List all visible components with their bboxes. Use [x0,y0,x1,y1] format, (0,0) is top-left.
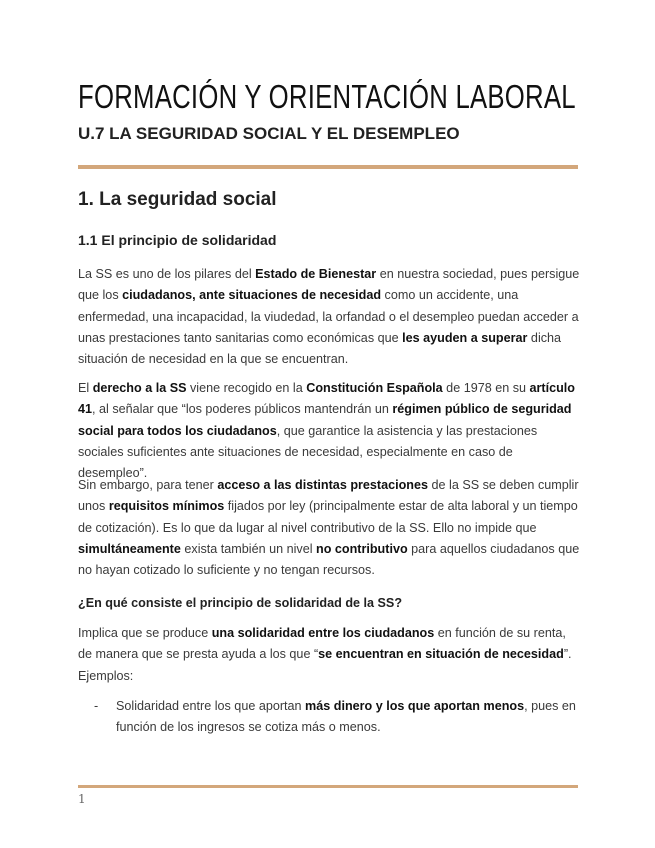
emphasis-text: simultáneamente [78,541,181,556]
emphasis-text: una solidaridad entre los ciudadanos [211,626,435,640]
text-run: ”. Ejemplos: [78,647,572,683]
text-run: en nuestra sociedad, pues persigue que los [78,267,580,303]
emphasis-text: les ayuden a superar [402,330,528,345]
text-run: Solidaridad entre los que aportan [116,699,306,713]
emphasis-text: Estado de Bienestar [255,267,377,281]
text-run: viene recogido en la [186,381,307,395]
emphasis-text: ciudadanos, ante situaciones de necesidad [122,288,382,303]
emphasis-text: artículo 41 [78,381,576,417]
emphasis-text: derecho a la SS [92,381,187,395]
paragraph [78,264,580,370]
text-run: exista también un nivel [180,541,316,556]
text-run: La SS es uno de los pilares del [78,267,256,281]
header-divider [78,165,578,169]
text-run: para aquellos ciudadanos que no hayan cotizado lo suficiente y no tengan recursos. [78,541,580,578]
emphasis-text: régimen público de seguridad social para todos los ciudadanos [78,402,572,438]
paragraph [78,378,580,484]
page-number: 1 [78,792,86,806]
emphasis-text: más dinero y los que aportan menos [305,699,525,713]
text-run: Sin embargo, para tener [78,478,218,492]
emphasis-text: Constitución Española [306,381,443,395]
text-run: Implica que se produce [78,626,212,640]
emphasis-text: se encuentran en situación de necesidad [318,647,564,662]
text-run: El [78,381,93,395]
text-run: , que garantice la asistencia y las prestaciones sociales suficientes ante situaciones de necesidad, especialmente en caso de desempleo”. [78,423,538,481]
text-run: como un accidente, una enfermedad, una incapacidad, la viudedad, la orfandad o el desempleo puedan acceder a unas prestaciones tanto sanitarias como económicas que [78,288,579,345]
text-run: , pues en función de los ingresos se cotiza más o menos. [116,699,576,735]
subsection-heading: 1.1 El principio de solidaridad [78,232,277,248]
text-run: de la SS se deben cumplir unos [78,478,579,514]
footer-divider [78,785,578,788]
section-heading: 1. La seguridad social [78,189,277,210]
text-run: en función de su renta, de manera que se presta ayuda a los que “ [78,626,566,662]
document-title: FORMACIÓN Y ORIENTACIÓN LABORAL [78,78,576,115]
emphasis-text: no contributivo [316,541,408,556]
list-item-text [96,696,580,739]
list-item [96,696,580,739]
text-run: fijados por ley (principalmente estar de alta laboral y un tiempo de cotización). Es lo que da lugar al nivel contributivo de la SS. Ello no impide que [78,499,578,535]
text-run: de 1978 en su [442,381,530,395]
paragraph [78,475,580,581]
text-run: , al señalar que “los poderes públicos mantendrán un [92,402,393,417]
emphasis-text: requisitos mínimos [108,499,225,514]
bullet-marker: - [94,699,99,713]
question-heading: ¿En qué consiste el principio de solidaridad de la SS? [78,596,403,610]
emphasis-text: acceso a las distintas prestaciones [217,478,429,492]
paragraph [78,623,580,687]
unit-subtitle: U.7 LA SEGURIDAD SOCIAL Y EL DESEMPLEO [78,124,460,143]
text-run: dicha situación de necesidad en la que se encuentran. [78,330,562,367]
